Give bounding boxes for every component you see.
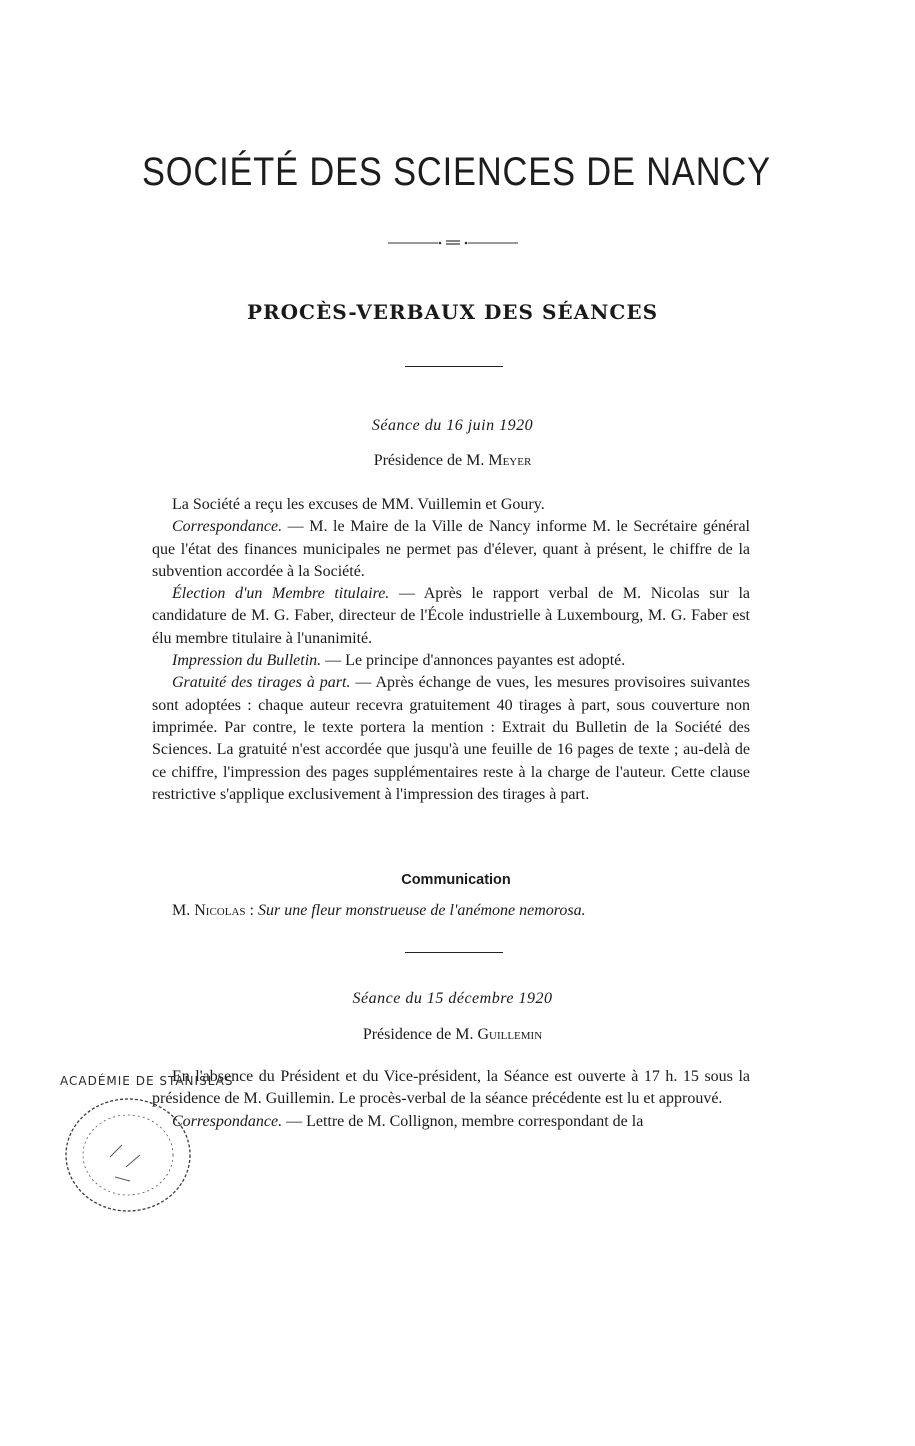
society-title: SOCIÉTÉ DES SCIENCES DE NANCY	[141, 150, 771, 194]
minutes-paragraph: Élection d'un Membre titulaire. — Après le rapport verbal de M. Nicolas sur la candidature de M. G. Faber, directeur de l'École industrielle à Luxembourg, M. G. Faber est élu membre titulaire à l'unanimité.	[152, 585, 750, 647]
minutes-paragraph: Correspondance. — Lettre de M. Collignon, membre correspondant de la	[172, 1112, 644, 1130]
minutes-paragraph: La Société a reçu les excuses de MM. Vuillemin et Goury.	[172, 496, 545, 513]
stamp-text: ACADÉMIE DE STANISLAS	[60, 1074, 234, 1088]
paragraph-label: Correspondance.	[172, 1112, 283, 1130]
session-presidence: Présidence de M. Guillemin	[362, 1026, 543, 1043]
minutes-paragraph: En l'absence du Président et du Vice-président, la Séance est ouverte à 17 h. 15 sous la présidence de M. Guillemin. Le procès-verbal de la séance précédente est lu et approuvé.	[152, 1068, 750, 1108]
communication-entry: M. Nicolas : Sur une fleur monstrueuse de l'anémone nemorosa.	[172, 902, 586, 919]
paragraph-label: Impression du Bulletin.	[172, 652, 322, 670]
paragraph-label: Élection d'un Membre titulaire.	[172, 585, 390, 603]
session-presidence: Présidence de M. Meyer	[373, 452, 532, 469]
minutes-paragraph: Correspondance. — M. le Maire de la Ville de Nancy informe M. le Secrétaire général que l'état des finances municipales ne permet pas d'élever, quant à présent, le chiffre de la subvention accordée à la Société.	[152, 518, 750, 580]
session-minutes	[152, 494, 750, 806]
communication-heading: Communication	[401, 872, 511, 888]
president-name: Guillemin	[477, 1026, 543, 1043]
minutes-paragraph: Impression du Bulletin. — Le principe d'annonces payantes est adopté.	[172, 652, 626, 670]
session-date: Séance du 16 juin 1920	[371, 417, 534, 434]
title-ornament	[388, 236, 518, 248]
section-title: PROCÈS-VERBAUX DES SÉANCES	[246, 300, 659, 324]
communication-author: M. Nicolas	[172, 902, 246, 919]
president-name: Meyer	[488, 452, 532, 469]
session-date: Séance du 15 décembre 1920	[352, 990, 553, 1007]
paragraph-label: Gratuité des tirages à part.	[172, 674, 351, 692]
session-minutes	[152, 1066, 750, 1133]
session-divider	[405, 952, 503, 953]
paragraph-label: Correspondance.	[172, 518, 283, 536]
section-divider	[405, 366, 503, 367]
minutes-paragraph: Gratuité des tirages à part. — Après échange de vues, les mesures provisoires suivantes sont adoptées : chaque auteur recevra gratuitement 40 tirages à part, sous couverture non imprimée. Par contre, le texte portera la mention : Extrait du Bulletin de la Société des Sciences. La gratuité n'est accordée que jusqu'à une feuille de 16 pages de texte ; au-delà de ce chiffre, l'impression des pages supplémentaires reste à la charge de l'auteur. Cette clause restrictive s'applique exclusivement à l'impression des tirages à part.	[152, 674, 750, 803]
communication-title: Sur une fleur monstrueuse de l'anémone nemorosa.	[257, 902, 586, 919]
